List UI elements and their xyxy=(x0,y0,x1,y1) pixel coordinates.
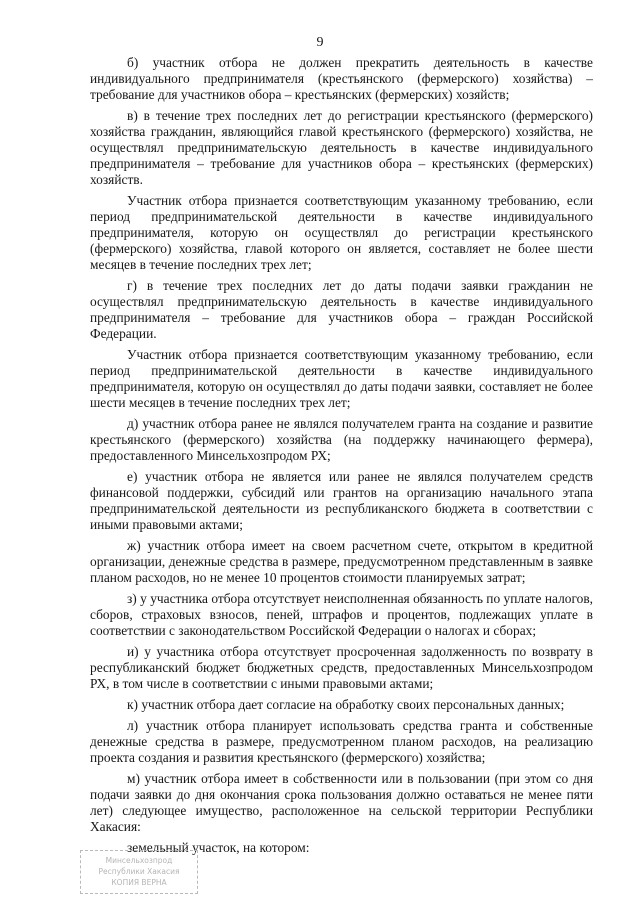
paragraph: в) в течение трех последних лет до регистрации крестьянского (фермерского) хозяйства гражданин, являющийся главой крестьянского (фермерского) хозяйства, не осуществлял предпринимательскую деятельность в качестве индивидуального предпринимателя – требование для участников обора – крестьянских (фермерских) хозяйств. xyxy=(90,108,593,187)
copy-stamp xyxy=(80,850,198,894)
stamp-line: Минсельхозпрод xyxy=(105,856,173,865)
stamp-line: КОПИЯ ВЕРНА xyxy=(111,878,167,887)
paragraph: м) участник отбора имеет в собственности или в пользовании (при этом со дня подачи заявки до дня окончания срока пользования должно оставаться не менее пяти лет) следующее имущество, расположенное на сельской территории Республики Хакасия: xyxy=(90,771,593,834)
paragraph: е) участник отбора не является или ранее не являлся получателем средств финансовой поддержки, субсидий или грантов на организацию начального этапа предпринимательской деятельности из республиканского бюджета в соответствии с иными правовыми актами; xyxy=(90,469,593,532)
paragraph: з) у участника отбора отсутствует неисполненная обязанность по уплате налогов, сборов, страховых взносов, пеней, штрафов и процентов, подлежащих уплате в соответствии с законодательством Российской Федерации о налогах и сборах; xyxy=(90,591,593,638)
stamp-line: Республики Хакасия xyxy=(98,867,180,876)
paragraph: б) участник отбора не должен прекратить деятельность в качестве индивидуального предпринимателя (крестьянского (фермерского) хозяйства) – требование для участников обора – крестьянских (фермерских) хозяйств; xyxy=(90,55,593,102)
paragraph: д) участник отбора ранее не являлся получателем гранта на создание и развитие крестьянского (фермерского) хозяйства (на поддержку начинающего фермера), предоставленного Минсельхозпродом РХ; xyxy=(90,416,593,463)
paragraph: земельный участок, на котором: xyxy=(127,840,310,855)
page-number: 9 xyxy=(316,35,324,50)
document-body xyxy=(90,55,593,861)
paragraph: Участник отбора признается соответствующим указанному требованию, если период предпринимательской деятельности в качестве индивидуального предпринимателя, которую он осуществлял до регистрации крестьянского (фермерского) хозяйства, главой которого он является, составляет не более шести месяцев в течение последних трех лет; xyxy=(90,193,593,272)
paragraph: ж) участник отбора имеет на своем расчетном счете, открытом в кредитной организации, денежные средства в размере, предусмотренном представленным в заявке планом расходов, но не менее 10 процентов стоимости планируемых затрат; xyxy=(90,538,593,585)
paragraph: и) у участника отбора отсутствует просроченная задолженность по возврату в республиканский бюджет бюджетных средств, предоставленных Минсельхозпродом РХ, в том числе в соответствии с иными правовыми актами; xyxy=(90,644,593,691)
paragraph: л) участник отбора планирует использовать средства гранта и собственные денежные средства в размере, предусмотренном планом расходов, на реализацию проекта создания и развития крестьянского (фермерского) хозяйства; xyxy=(90,718,593,765)
paragraph: Участник отбора признается соответствующим указанному требованию, если период предпринимательской деятельности в качестве индивидуального предпринимателя, которую он осуществлял до даты подачи заявки, составляет не более шести месяцев в течение последних трех лет; xyxy=(90,347,593,410)
paragraph: к) участник отбора дает согласие на обработку своих персональных данных; xyxy=(127,697,565,712)
paragraph: г) в течение трех последних лет до даты подачи заявки гражданин не осуществлял предпринимательскую деятельность в качестве индивидуального предпринимателя – требование для участников обора – граждан Российской Федерации. xyxy=(90,278,593,341)
